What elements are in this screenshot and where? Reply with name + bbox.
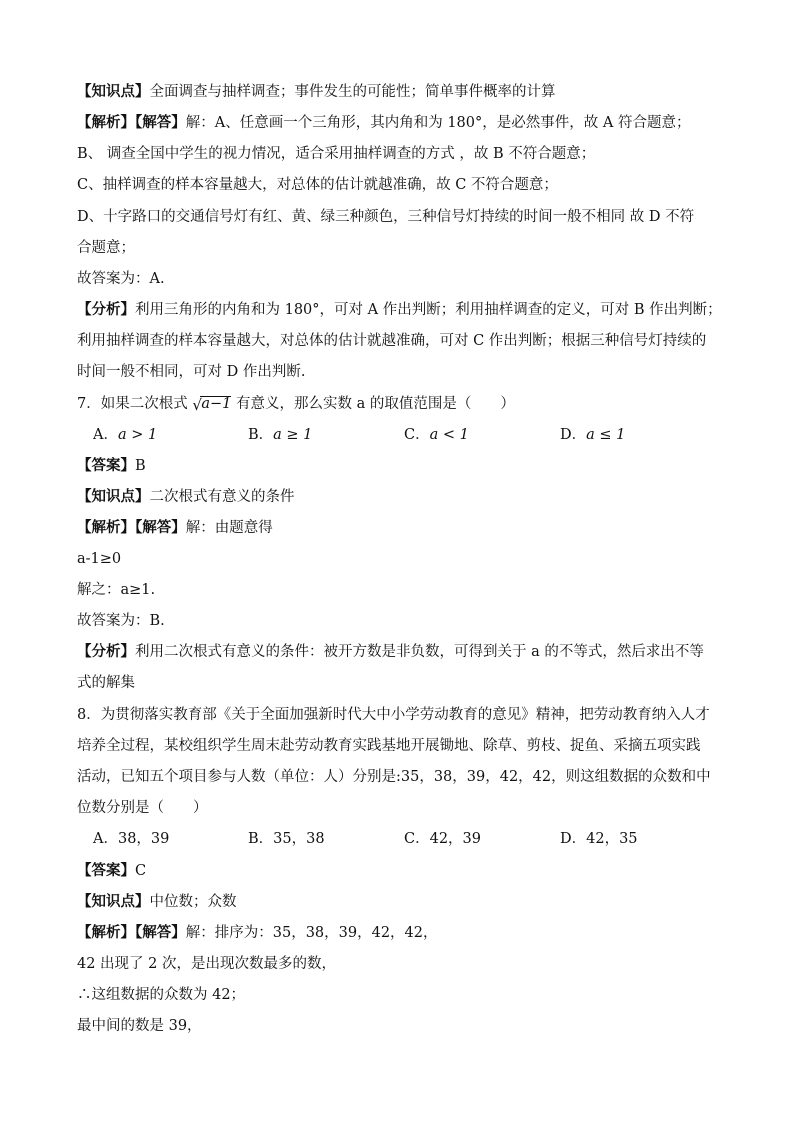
answer-tag: 【答案】: [77, 862, 135, 879]
knowledge-point-tag: 【知识点】: [77, 488, 150, 505]
analysis-line-q7: [77, 518, 273, 538]
answer-value: C: [135, 863, 147, 879]
answer-line-q8: [77, 861, 146, 881]
question-7-stem-post: 有意义，那么实数 a 的取值范围是（ ）: [235, 396, 515, 412]
option-a: A．a > 1: [93, 427, 158, 443]
analysis-tag: 【解析】【解答】: [77, 114, 186, 131]
solution-step-2: 解之：a≥1.: [77, 582, 156, 598]
analysis-tag: 【解析】【解答】: [77, 924, 186, 941]
radical-sign-icon: √: [192, 396, 202, 414]
option-b: B．a ≥ 1: [248, 427, 313, 443]
comment-line-q7-cont: 式的解集: [77, 675, 135, 691]
question-8-stem-3: 活动，已知五个项目参与人数（单位：人）分别是:35，38，39，42，42，则这组数据的众数和中: [77, 769, 711, 785]
knowledge-point-text: 全面调查与抽样调查；事件发生的可能性；简单事件概率的计算: [149, 84, 556, 100]
knowledge-point-line-q8: [77, 892, 237, 912]
analysis-line-q8: [77, 923, 438, 943]
question-8-stem-2: 培养全过程，某校组织学生周末赴劳动教育实践基地开展锄地、除草、剪枝、捉鱼、采摘五项实践: [77, 738, 701, 754]
answer-value: B: [135, 458, 146, 474]
question-7-stem: [77, 394, 515, 414]
comment-text: 利用三角形的内角和为 180°，可对 A 作出判断；利用抽样调查的定义，可对 B 作出判断；: [135, 302, 722, 318]
comment-tag: 【分析】: [77, 643, 135, 660]
comment-text: 利用二次根式有意义的条件：被开方数是非负数，可得到关于 a 的不等式，然后求出不等: [135, 644, 704, 660]
knowledge-point-line-q7: [77, 487, 295, 507]
option-b: B．35，38: [248, 831, 325, 847]
square-root-expression: [192, 394, 231, 414]
comment-line-q7: [77, 642, 704, 662]
solution-line-d: D、十字路口的交通信号灯有红、黄、绿三种颜色，三种信号灯持续的时间一般不相同 故 D 不符: [77, 209, 695, 225]
option-c: C．42，39: [404, 831, 481, 847]
solution-step-2: ∴这组数据的众数为 42；: [77, 987, 246, 1003]
knowledge-point-tag: 【知识点】: [77, 83, 150, 100]
analysis-text: 解：排序为：35，38，39，42，42，: [185, 925, 438, 941]
comment-tag: 【分析】: [77, 301, 135, 318]
analysis-line: [77, 113, 690, 133]
option-a: A．38，39: [93, 831, 170, 847]
comment-line: [77, 300, 722, 320]
solution-step-3: 最中间的数是 39，: [77, 1018, 202, 1034]
question-7-stem-pre: 7．如果二次根式: [77, 396, 188, 412]
comment-line-2: 利用抽样调查的样本容量越大，对总体的估计就越准确，可对 C 作出判断；根据三种信号灯持续的: [77, 333, 707, 349]
knowledge-point-text: 二次根式有意义的条件: [149, 489, 295, 505]
answer-line: 故答案为：B.: [77, 613, 165, 629]
answer-tag: 【答案】: [77, 457, 135, 474]
knowledge-point-line: [77, 82, 556, 102]
vinculum: [200, 396, 231, 397]
analysis-text: 解：A、任意画一个三角形，其内角和为 180°，是必然事件，故 A 符合题意；: [185, 115, 691, 131]
question-8-stem-4: 位数分别是（ ）: [77, 800, 208, 816]
knowledge-point-tag: 【知识点】: [77, 893, 150, 910]
analysis-tag: 【解析】【解答】: [77, 519, 186, 536]
option-d: D．42，35: [560, 831, 638, 847]
option-c: C．a < 1: [404, 427, 469, 443]
comment-line-3: 时间一般不相同，可对 D 作出判断.: [77, 364, 306, 380]
solution-line-b: B、 调查全国中学生的视力情况，适合采用抽样调查的方式 ，故 B 不符合题意；: [77, 146, 596, 162]
option-d: D．a ≤ 1: [560, 427, 626, 443]
radicand: a−1: [201, 396, 232, 412]
question-8-stem-1: 8．为贯彻落实教育部《关于全面加强新时代大中小学劳动教育的意见》精神，把劳动教育纳入人才: [77, 707, 710, 723]
solution-line-c: C、抽样调查的样本容量越大，对总体的估计就越准确，故 C 不符合题意；: [77, 177, 558, 193]
answer-line: 故答案为：A.: [77, 271, 165, 287]
solution-line-d-cont: 合题意；: [77, 240, 135, 256]
answer-line-q7: [77, 456, 146, 476]
knowledge-point-text: 中位数；众数: [149, 894, 237, 910]
solution-step-1: a-1≥0: [77, 551, 122, 567]
analysis-text: 解：由题意得: [185, 520, 273, 536]
solution-step-1: 42 出现了 2 次，是出现次数最多的数，: [77, 956, 337, 972]
